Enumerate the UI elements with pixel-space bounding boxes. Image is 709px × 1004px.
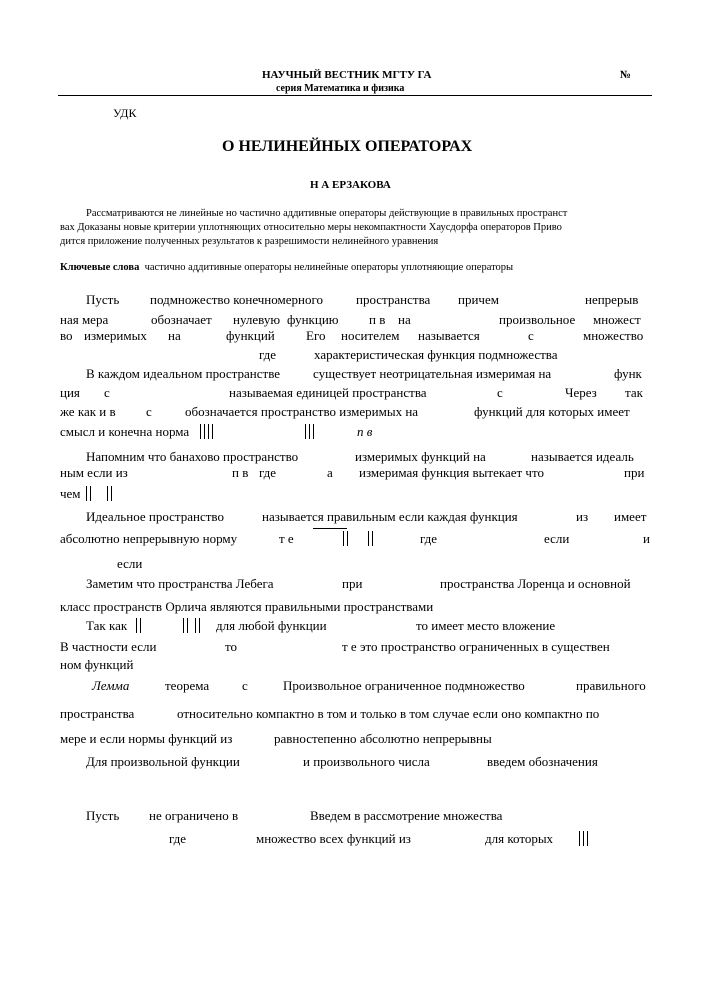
p2d-1: п в: [357, 424, 373, 439]
p6-0: Так как: [86, 618, 128, 633]
p1c-3: функций: [226, 328, 275, 343]
p4c-0: если: [117, 556, 143, 571]
lemma-c-0: мере и если нормы функций из: [60, 731, 233, 746]
p4b-3: если: [544, 531, 570, 546]
p2-2: функ: [614, 366, 642, 381]
p1c-7: с: [528, 328, 534, 343]
p5-0: Заметим что пространства Лебега: [86, 576, 274, 591]
p2b-3: с: [497, 385, 503, 400]
p4b-0: абсолютно непрерывную норму: [60, 531, 238, 546]
p1-pust: Пусть: [86, 292, 120, 307]
p1-podmn: подмножество конечномерного: [150, 292, 323, 307]
p2b-1: с: [104, 385, 110, 400]
lemma-3: Произвольное ограниченное подмножество: [283, 678, 525, 693]
p2c-0: же как и в: [60, 404, 116, 419]
lemma-label: Лемма: [92, 678, 130, 693]
p1c-4: Его: [306, 328, 326, 343]
keywords-label: Ключевые слова: [60, 262, 140, 273]
p4-3: имеет: [614, 509, 647, 524]
p1b-1: обозначает: [151, 312, 212, 327]
p3b-0: ным если из: [60, 465, 128, 480]
keywords: [60, 260, 513, 276]
lemma-c-1: равностепенно абсолютно непрерывны: [274, 731, 492, 746]
p1d-0: где: [259, 347, 277, 362]
norm-bars-5: [136, 618, 200, 634]
p1c-0: во: [60, 328, 73, 343]
overline-mark: [313, 528, 347, 529]
p2b-2: называемая единицей пространства: [229, 385, 427, 400]
p2-1: существует неотрицательная измеримая на: [313, 366, 552, 381]
norm-bars-4: [343, 531, 373, 547]
p2b-5: так: [625, 385, 643, 400]
p4b-4: и: [643, 531, 650, 546]
keywords-text: частично аддитивные операторы нелинейные операторы уплотняющие операторы: [144, 262, 514, 273]
p3b-3: а: [327, 465, 333, 480]
p8-1: не ограничено в: [149, 808, 239, 823]
norm-bars-3: [86, 486, 112, 502]
p6b-0: В частности если: [60, 639, 157, 654]
header-rule: [58, 95, 652, 96]
lemma-b-1: относительно компактно в том и только в том случае если оно компактно по: [177, 706, 600, 721]
norm-bars-6: [579, 831, 588, 847]
p3b-1: п в: [232, 465, 249, 480]
p2b-0: ция: [60, 385, 80, 400]
journal-title: НАУЧНЫЙ ВЕСТНИК МГТУ ГА: [262, 69, 432, 81]
p5-1: при: [342, 576, 363, 591]
p1-nepreryv: непрерыв: [585, 292, 639, 307]
p4b-2: где: [420, 531, 438, 546]
p3b-5: при: [624, 465, 645, 480]
p1b-3: функцию: [287, 312, 339, 327]
p2-0: В каждом идеальном пространстве: [86, 366, 281, 381]
abstract-line-3: дится приложение полученных результатов к разрешимости нелинейного уравнения: [60, 236, 439, 247]
p6-2: то имеет место вложение: [416, 618, 556, 633]
lemma-b-0: пространства: [60, 706, 135, 721]
p1c-2: на: [168, 328, 181, 343]
p7-1: и произвольного числа: [303, 754, 430, 769]
p8b-1: множество всех функций из: [256, 831, 411, 846]
p4-0: Идеальное пространство: [86, 509, 224, 524]
p1c-5: носителем: [341, 328, 400, 343]
abstract-line-2: вах Доказаны новые критерии уплотняющих относительно меры некомпактности Хаусдорфа операторов Приво: [60, 222, 562, 233]
p5b-0: класс пространств Орлича являются правильными пространствами: [60, 599, 434, 614]
author: Н А ЕРЗАКОВА: [310, 179, 391, 191]
p2d-0: смысл и конечна норма: [60, 424, 190, 439]
p1c-6: называется: [418, 328, 480, 343]
p1b-4: п в: [369, 312, 386, 327]
p4b-1: т е: [279, 531, 294, 546]
abstract-line-1: Рассматриваются не линейные но частично аддитивные операторы действующие в правильных пространст: [86, 208, 568, 219]
p8-0: Пусть: [86, 808, 120, 823]
p8b-0: где: [169, 831, 187, 846]
p2c-1: с: [146, 404, 152, 419]
p1c-8: множество: [583, 328, 644, 343]
p1-prichem: причем: [458, 292, 499, 307]
p6-1: для любой функции: [216, 618, 327, 633]
journal-series: серия Математика и физика: [276, 83, 405, 94]
p1b-6: произвольное: [499, 312, 576, 327]
p6b-2: т е это пространство ограниченных в существен: [342, 639, 610, 654]
p8-2: Введем в рассмотрение множества: [310, 808, 503, 823]
p3b-2: где: [259, 465, 277, 480]
p2b-4: Через: [565, 385, 597, 400]
p6b-1: то: [225, 639, 238, 654]
p1b-7: множест: [593, 312, 641, 327]
p6c-0: ном функций: [60, 657, 134, 672]
p3-1: измеримых функций на: [355, 449, 486, 464]
p1b-5: на: [398, 312, 411, 327]
p4-1: называется правильным если каждая функция: [262, 509, 518, 524]
p3b-4: измеримая функция вытекает что: [359, 465, 544, 480]
lemma-4: правильного: [576, 678, 646, 693]
p7-2: введем обозначения: [487, 754, 598, 769]
issue-number-sign: №: [620, 69, 632, 81]
p3c-0: чем: [60, 486, 81, 501]
p2c-2: обозначается пространство измеримых на: [185, 404, 419, 419]
p1c-1: измеримых: [84, 328, 147, 343]
p4-2: из: [576, 509, 589, 524]
udk-label: УДК: [113, 106, 137, 120]
norm-bars-1: [200, 424, 213, 440]
p8b-2: для которых: [485, 831, 554, 846]
p1b-2: нулевую: [233, 312, 281, 327]
p1-prostr: пространства: [356, 292, 431, 307]
lemma-1: теорема: [165, 678, 210, 693]
p1d-1: характеристическая функция подмножества: [314, 347, 558, 362]
p5-2: пространства Лоренца и основной: [440, 576, 631, 591]
p2c-3: функций для которых имеет: [474, 404, 630, 419]
p3-2: называется идеаль: [531, 449, 634, 464]
p3-0: Напомним что банахово пространство: [86, 449, 299, 464]
paper-title: О НЕЛИНЕЙНЫХ ОПЕРАТОРАХ: [222, 138, 473, 155]
norm-bars-2: [305, 424, 314, 440]
lemma-2: с: [242, 678, 248, 693]
p1b-0: ная мера: [60, 312, 109, 327]
p7-0: Для произвольной функции: [86, 754, 240, 769]
